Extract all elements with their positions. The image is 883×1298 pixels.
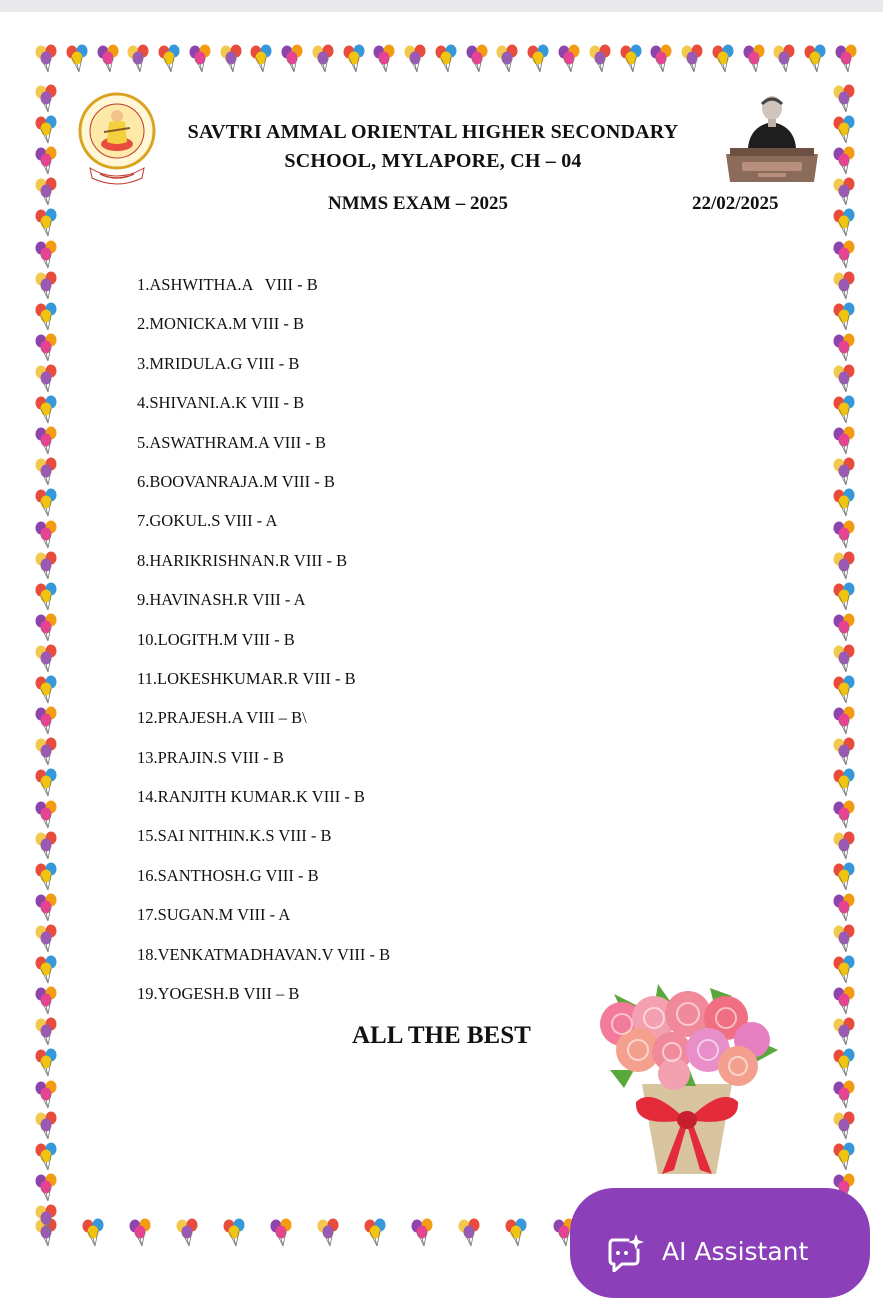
student-item: 6.BOOVANRAJA.M VIII - B bbox=[137, 471, 335, 491]
balloon-cluster-decoration bbox=[457, 1218, 483, 1248]
balloon-cluster-decoration bbox=[34, 1048, 60, 1078]
ai-assistant-button[interactable] bbox=[570, 1188, 870, 1298]
closing-message: ALL THE BEST bbox=[352, 1022, 531, 1049]
balloon-cluster-decoration bbox=[832, 177, 858, 207]
student-item: 16.SANTHOSH.G VIII - B bbox=[137, 865, 319, 885]
balloon-cluster-decoration bbox=[34, 831, 60, 861]
student-list bbox=[137, 272, 390, 1020]
balloon-cluster-decoration bbox=[649, 44, 675, 74]
balloon-cluster-decoration bbox=[619, 44, 645, 74]
balloon-cluster-decoration bbox=[680, 44, 706, 74]
balloon-cluster-decoration bbox=[832, 1017, 858, 1047]
balloon-cluster-decoration bbox=[832, 986, 858, 1016]
balloon-cluster-decoration bbox=[832, 146, 858, 176]
student-item: 14.RANJITH KUMAR.K VIII - B bbox=[137, 787, 365, 807]
balloon-cluster-decoration bbox=[34, 924, 60, 954]
student-item: 17.SUGAN.M VIII - A bbox=[137, 905, 291, 925]
balloon-cluster-decoration bbox=[188, 44, 214, 74]
balloon-cluster-decoration bbox=[832, 893, 858, 923]
balloon-cluster-decoration bbox=[526, 44, 552, 74]
balloon-cluster-decoration bbox=[832, 271, 858, 301]
student-item: 15.SAI NITHIN.K.S VIII - B bbox=[137, 826, 332, 846]
balloon-cluster-decoration bbox=[249, 44, 275, 74]
balloon-cluster-decoration bbox=[34, 1017, 60, 1047]
balloon-cluster-decoration bbox=[832, 706, 858, 736]
balloon-cluster-decoration bbox=[832, 520, 858, 550]
student-item: 11.LOKESHKUMAR.R VIII - B bbox=[137, 668, 356, 688]
balloon-cluster-decoration bbox=[157, 44, 183, 74]
balloon-cluster-decoration bbox=[269, 1218, 295, 1248]
balloon-cluster-decoration bbox=[832, 675, 858, 705]
balloon-cluster-decoration bbox=[465, 44, 491, 74]
student-item: 18.VENKATMADHAVAN.V VIII - B bbox=[137, 944, 391, 964]
balloon-cluster-decoration bbox=[34, 613, 60, 643]
school-seal-logo bbox=[78, 86, 156, 194]
balloon-cluster-decoration bbox=[280, 44, 306, 74]
balloon-cluster-decoration bbox=[832, 364, 858, 394]
balloon-cluster-decoration bbox=[81, 1218, 107, 1248]
balloon-cluster-decoration bbox=[832, 613, 858, 643]
balloon-cluster-decoration bbox=[34, 1173, 60, 1203]
balloon-cluster-decoration bbox=[316, 1218, 342, 1248]
balloon-cluster-decoration bbox=[832, 426, 858, 456]
balloon-cluster-decoration bbox=[342, 44, 368, 74]
balloon-cluster-decoration bbox=[588, 44, 614, 74]
balloon-cluster-decoration bbox=[34, 862, 60, 892]
balloon-cluster-decoration bbox=[832, 457, 858, 487]
balloon-cluster-decoration bbox=[34, 1142, 60, 1172]
balloon-cluster-decoration bbox=[832, 831, 858, 861]
balloon-cluster-decoration bbox=[434, 44, 460, 74]
balloon-cluster-decoration bbox=[34, 115, 60, 145]
balloon-cluster-decoration bbox=[34, 302, 60, 332]
balloon-cluster-decoration bbox=[34, 146, 60, 176]
balloon-cluster-decoration bbox=[832, 924, 858, 954]
balloon-cluster-decoration bbox=[403, 44, 429, 74]
balloon-cluster-decoration bbox=[34, 177, 60, 207]
balloon-cluster-decoration bbox=[832, 1048, 858, 1078]
ai-sparkle-chat-icon bbox=[606, 1232, 644, 1272]
balloon-cluster-decoration bbox=[34, 551, 60, 581]
balloon-cluster-decoration bbox=[832, 800, 858, 830]
school-name-line-2: SCHOOL, MYLAPORE, CH – 04 bbox=[284, 150, 582, 172]
balloon-cluster-decoration bbox=[34, 737, 60, 767]
balloon-cluster-decoration bbox=[34, 488, 60, 518]
student-item: 5.ASWATHRAM.A VIII - B bbox=[137, 432, 326, 452]
balloon-cluster-decoration bbox=[832, 208, 858, 238]
balloon-cluster-decoration bbox=[832, 1111, 858, 1141]
balloon-cluster-decoration bbox=[34, 955, 60, 985]
balloon-cluster-decoration bbox=[34, 582, 60, 612]
balloon-cluster-decoration bbox=[711, 44, 737, 74]
balloon-border-top bbox=[34, 44, 860, 74]
balloon-cluster-decoration bbox=[34, 520, 60, 550]
balloon-border-left bbox=[34, 84, 64, 1234]
balloon-cluster-decoration bbox=[34, 768, 60, 798]
balloon-cluster-decoration bbox=[34, 395, 60, 425]
balloon-cluster-decoration bbox=[65, 44, 91, 74]
balloon-cluster-decoration bbox=[34, 675, 60, 705]
balloon-cluster-decoration bbox=[832, 1080, 858, 1110]
student-item: 9.HAVINASH.R VIII - A bbox=[137, 590, 306, 610]
balloon-cluster-decoration bbox=[557, 44, 583, 74]
balloon-cluster-decoration bbox=[34, 644, 60, 674]
balloon-cluster-decoration bbox=[832, 488, 858, 518]
balloon-cluster-decoration bbox=[832, 862, 858, 892]
balloon-cluster-decoration bbox=[34, 800, 60, 830]
balloon-cluster-decoration bbox=[96, 44, 122, 74]
exam-title: NMMS EXAM – 2025 bbox=[328, 193, 508, 214]
balloon-cluster-decoration bbox=[832, 240, 858, 270]
founder-portrait-logo bbox=[722, 92, 822, 184]
balloon-cluster-decoration bbox=[311, 44, 337, 74]
balloon-cluster-decoration bbox=[832, 737, 858, 767]
student-item: 13.PRAJIN.S VIII - B bbox=[137, 747, 284, 767]
balloon-cluster-decoration bbox=[832, 644, 858, 674]
balloon-cluster-decoration bbox=[34, 1204, 60, 1234]
flower-bouquet-image bbox=[592, 974, 782, 1184]
balloon-cluster-decoration bbox=[175, 1218, 201, 1248]
balloon-cluster-decoration bbox=[34, 364, 60, 394]
balloon-cluster-decoration bbox=[219, 44, 245, 74]
balloon-cluster-decoration bbox=[832, 1142, 858, 1172]
student-item: 2.MONICKA.M VIII - B bbox=[137, 314, 304, 334]
student-item: 1.ASHWITHA.A VIII - B bbox=[137, 275, 318, 294]
school-name-heading bbox=[160, 118, 706, 176]
balloon-cluster-decoration bbox=[832, 955, 858, 985]
balloon-cluster-decoration bbox=[832, 551, 858, 581]
balloon-cluster-decoration bbox=[34, 240, 60, 270]
student-item: 3.MRIDULA.G VIII - B bbox=[137, 353, 300, 373]
balloon-cluster-decoration bbox=[742, 44, 768, 74]
balloon-cluster-decoration bbox=[34, 1111, 60, 1141]
balloon-cluster-decoration bbox=[34, 44, 60, 74]
student-item: 8.HARIKRISHNAN.R VIII - B bbox=[137, 550, 348, 570]
balloon-cluster-decoration bbox=[832, 115, 858, 145]
student-item: 19.YOGESH.B VIII – B bbox=[137, 984, 300, 1004]
status-strip bbox=[0, 0, 883, 12]
balloon-cluster-decoration bbox=[34, 333, 60, 363]
balloon-cluster-decoration bbox=[128, 1218, 154, 1248]
balloon-cluster-decoration bbox=[34, 208, 60, 238]
balloon-cluster-decoration bbox=[832, 333, 858, 363]
balloon-cluster-decoration bbox=[34, 426, 60, 456]
balloon-cluster-decoration bbox=[34, 893, 60, 923]
balloon-cluster-decoration bbox=[832, 768, 858, 798]
balloon-cluster-decoration bbox=[803, 44, 829, 74]
balloon-cluster-decoration bbox=[832, 582, 858, 612]
student-item: 12.PRAJESH.A VIII – B\ bbox=[137, 708, 307, 728]
balloon-cluster-decoration bbox=[222, 1218, 248, 1248]
balloon-cluster-decoration bbox=[34, 271, 60, 301]
balloon-cluster-decoration bbox=[832, 395, 858, 425]
balloon-cluster-decoration bbox=[410, 1218, 436, 1248]
balloon-cluster-decoration bbox=[126, 44, 152, 74]
balloon-cluster-decoration bbox=[34, 1080, 60, 1110]
balloon-cluster-decoration bbox=[34, 84, 60, 114]
balloon-cluster-decoration bbox=[372, 44, 398, 74]
balloon-cluster-decoration bbox=[34, 706, 60, 736]
exam-date: 22/02/2025 bbox=[692, 193, 779, 214]
school-name-line-1: SAVTRI AMMAL ORIENTAL HIGHER SECONDARY bbox=[187, 121, 679, 143]
student-item: 4.SHIVANI.A.K VIII - B bbox=[137, 393, 305, 413]
balloon-cluster-decoration bbox=[34, 457, 60, 487]
balloon-cluster-decoration bbox=[495, 44, 521, 74]
ai-assistant-label: AI Assistant bbox=[662, 1237, 809, 1266]
balloon-cluster-decoration bbox=[772, 44, 798, 74]
student-item: 7.GOKUL.S VIII - A bbox=[137, 511, 278, 531]
balloon-border-right bbox=[832, 84, 862, 1234]
balloon-cluster-decoration bbox=[832, 302, 858, 332]
student-item: 10.LOGITH.M VIII - B bbox=[137, 629, 295, 649]
balloon-cluster-decoration bbox=[34, 986, 60, 1016]
balloon-cluster-decoration bbox=[504, 1218, 530, 1248]
balloon-cluster-decoration bbox=[834, 44, 860, 74]
balloon-cluster-decoration bbox=[832, 84, 858, 114]
balloon-cluster-decoration bbox=[363, 1218, 389, 1248]
